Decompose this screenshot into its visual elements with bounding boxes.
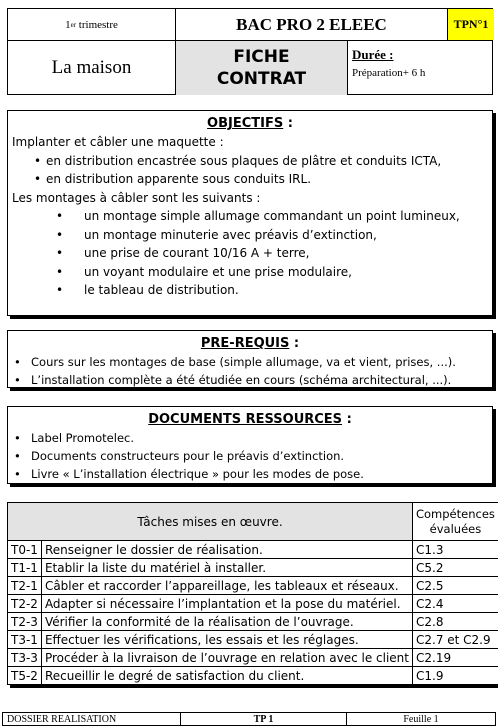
competences-column-header: Compétences évaluées — [412, 503, 498, 541]
montage-item: • un montage minuterie avec préavis d’extinction, — [12, 226, 488, 245]
header-top-row — [8, 9, 492, 41]
resource-item: • Documents constructeurs pour le préavis d’extinction. — [12, 447, 488, 465]
task-competence: C5.2 — [412, 559, 498, 577]
task-code: T2-2 — [8, 595, 42, 613]
objectives-section — [7, 110, 493, 316]
prerequisite-item: • L’installation complète a été étudiée en cours (schéma architectural, ...). — [12, 371, 488, 389]
prerequisites-section — [7, 330, 493, 388]
tp-number-badge: TPN°1 — [448, 9, 494, 40]
table-row — [8, 577, 498, 595]
table-row — [8, 559, 498, 577]
table-row — [8, 649, 498, 667]
resources-title: DOCUMENTS RESSOURCES : — [148, 412, 352, 427]
tasks-column-header: Tâches mises en œuvre. — [8, 503, 413, 541]
task-code: T1-1 — [8, 559, 42, 577]
tasks-header-row — [8, 503, 498, 541]
task-competence: C1.9 — [412, 667, 498, 685]
task-code: T2-1 — [8, 577, 42, 595]
task-code: T3-1 — [8, 631, 42, 649]
montage-item: • un voyant modulaire et une prise modulaire, — [12, 263, 488, 282]
task-competence: C2.8 — [412, 613, 498, 631]
duration-label: Durée : — [352, 47, 394, 62]
table-row — [8, 541, 498, 559]
task-description: Câbler et raccorder l’appareillage, les tableaux et réseaux. — [41, 577, 412, 595]
table-row — [8, 667, 498, 685]
task-description: Effectuer les vérifications, les essais et les réglages. — [41, 631, 412, 649]
montages-intro: Les montages à câbler sont les suivants : — [12, 190, 261, 205]
footer-dossier-label: DOSSIER REALISATION — [3, 713, 181, 725]
task-description: Renseigner le dossier de réalisation. — [41, 541, 412, 559]
header-bottom-row — [8, 41, 492, 95]
task-competence: C2.5 — [412, 577, 498, 595]
objectives-intro: Implanter et câbler une maquette : — [12, 135, 224, 149]
task-description: Adapter si nécessaire l’implantation et la pose du matériel. — [41, 595, 412, 613]
task-competence: C2.19 — [412, 649, 498, 667]
page-footer — [2, 712, 496, 726]
task-code: T3-3 — [8, 649, 42, 667]
objectives-title: OBJECTIFS : — [207, 116, 293, 131]
montage-item: • le tableau de distribution. — [12, 281, 488, 300]
table-row — [8, 631, 498, 649]
task-competence: C2.4 — [412, 595, 498, 613]
task-description: Etablir la liste du matériel à installer. — [41, 559, 412, 577]
task-description: Procéder à la livraison de l’ouvrage en relation avec le client — [41, 649, 412, 667]
task-competence: C1.3 — [412, 541, 498, 559]
table-row — [8, 595, 498, 613]
table-row — [8, 613, 498, 631]
duration-block — [348, 41, 494, 95]
montage-item: • un montage simple allumage commandant un point lumineux, — [12, 207, 488, 226]
task-code: T5-2 — [8, 667, 42, 685]
task-description: Recueillir le degré de satisfaction du client. — [41, 667, 412, 685]
subject-title: La maison — [8, 41, 176, 95]
prerequisite-item: • Cours sur les montages de base (simple allumage, va et vient, prises, ...). — [12, 353, 488, 371]
resource-item: • Label Promotelec. — [12, 429, 488, 447]
footer-tp-label: TP 1 — [181, 713, 347, 725]
resources-section — [7, 406, 493, 484]
resource-item: • Livre « L’installation électrique » pour les modes de pose. — [12, 465, 488, 483]
trimester-label: 1 er trimestre — [8, 9, 176, 40]
course-title: BAC PRO 2 ELEEC — [176, 9, 448, 40]
objective-mode-item: • en distribution apparente sous conduits IRL. — [12, 170, 488, 189]
task-description: Vérifier la conformité de la réalisation de l’ouvrage. — [41, 613, 412, 631]
objective-mode-item: • en distribution encastrée sous plaques de plâtre et conduits ICTA, — [12, 152, 488, 171]
montage-item: • une prise de courant 10/16 A + terre, — [12, 244, 488, 263]
document-header — [7, 8, 493, 95]
task-code: T0-1 — [8, 541, 42, 559]
task-competence: C2.7 et C2.9 — [412, 631, 498, 649]
footer-sheet-number: Feuille 1 — [403, 713, 439, 725]
tasks-table — [7, 502, 498, 685]
prerequisites-title: PRE-REQUIS : — [200, 336, 300, 351]
task-code: T2-3 — [8, 613, 42, 631]
duration-value: Préparation+ 6 h — [352, 67, 426, 79]
fiche-contrat-title: FICHE CONTRAT — [176, 41, 348, 95]
